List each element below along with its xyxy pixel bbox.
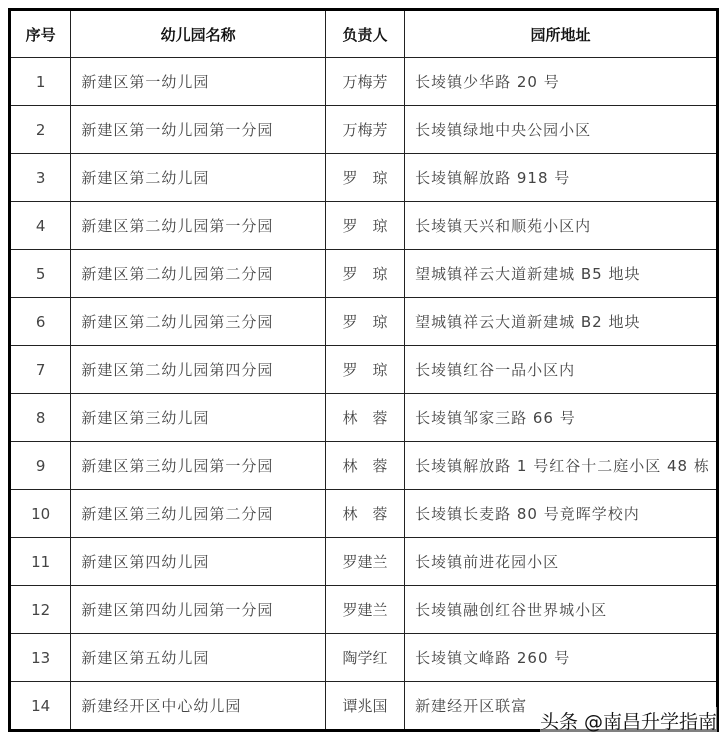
kindergarten-name: 新建区第四幼儿园	[71, 538, 326, 586]
row-number: 12	[10, 586, 71, 634]
person-in-charge: 万梅芳	[325, 106, 404, 154]
person-in-charge: 万梅芳	[325, 58, 404, 106]
table-row	[10, 490, 718, 538]
kindergarten-name: 新建区第三幼儿园	[71, 394, 326, 442]
row-number: 13	[10, 634, 71, 682]
kindergarten-name: 新建区第二幼儿园第二分园	[71, 250, 326, 298]
kindergarten-name: 新建区第三幼儿园第一分园	[71, 442, 326, 490]
table-row	[10, 442, 718, 490]
row-number: 9	[10, 442, 71, 490]
kindergarten-name: 新建区第二幼儿园	[71, 154, 326, 202]
table-row	[10, 586, 718, 634]
table-row	[10, 298, 718, 346]
table-row	[10, 106, 718, 154]
address: 长堎镇少华路 20 号	[405, 58, 718, 106]
person-in-charge: 林 蓉	[325, 394, 404, 442]
person-in-charge: 罗 琼	[325, 154, 404, 202]
kindergarten-name: 新建区第一幼儿园第一分园	[71, 106, 326, 154]
address: 长堎镇文峰路 260 号	[405, 634, 718, 682]
row-number: 6	[10, 298, 71, 346]
address: 长堎镇绿地中央公园小区	[405, 106, 718, 154]
address: 长堎镇天兴和顺苑小区内	[405, 202, 718, 250]
row-number: 10	[10, 490, 71, 538]
row-number: 14	[10, 682, 71, 731]
person-in-charge: 罗 琼	[325, 298, 404, 346]
kindergarten-name: 新建区第一幼儿园	[71, 58, 326, 106]
table-row	[10, 394, 718, 442]
address: 望城镇祥云大道新建城 B5 地块	[405, 250, 718, 298]
kindergarten-name: 新建区第二幼儿园第三分园	[71, 298, 326, 346]
kindergarten-table	[8, 8, 719, 732]
kindergarten-name: 新建区第二幼儿园第一分园	[71, 202, 326, 250]
kindergarten-name: 新建区第二幼儿园第四分园	[71, 346, 326, 394]
row-number: 3	[10, 154, 71, 202]
table-row	[10, 58, 718, 106]
column-header: 负责人	[325, 10, 404, 58]
table-row	[10, 346, 718, 394]
column-header: 园所地址	[405, 10, 718, 58]
person-in-charge: 罗 琼	[325, 346, 404, 394]
address: 望城镇祥云大道新建城 B2 地块	[405, 298, 718, 346]
table-row	[10, 154, 718, 202]
kindergarten-name: 新建区第四幼儿园第一分园	[71, 586, 326, 634]
row-number: 2	[10, 106, 71, 154]
column-header: 幼儿园名称	[71, 10, 326, 58]
address: 长堎镇红谷一品小区内	[405, 346, 718, 394]
row-number: 1	[10, 58, 71, 106]
table-row	[10, 202, 718, 250]
address: 长堎镇解放路 918 号	[405, 154, 718, 202]
kindergarten-name: 新建区第三幼儿园第二分园	[71, 490, 326, 538]
table-row	[10, 538, 718, 586]
address: 长堎镇长麦路 80 号竟晖学校内	[405, 490, 718, 538]
row-number: 8	[10, 394, 71, 442]
person-in-charge: 罗 琼	[325, 202, 404, 250]
row-number: 7	[10, 346, 71, 394]
person-in-charge: 罗建兰	[325, 586, 404, 634]
address: 长堎镇解放路 1 号红谷十二庭小区 48 栋	[405, 442, 718, 490]
row-number: 5	[10, 250, 71, 298]
person-in-charge: 罗建兰	[325, 538, 404, 586]
kindergarten-name: 新建区第五幼儿园	[71, 634, 326, 682]
address: 长堎镇邹家三路 66 号	[405, 394, 718, 442]
person-in-charge: 罗 琼	[325, 250, 404, 298]
column-header: 序号	[10, 10, 71, 58]
row-number: 4	[10, 202, 71, 250]
kindergarten-name: 新建经开区中心幼儿园	[71, 682, 326, 731]
person-in-charge: 林 蓉	[325, 490, 404, 538]
address: 长堎镇前进花园小区	[405, 538, 718, 586]
person-in-charge: 陶学红	[325, 634, 404, 682]
row-number: 11	[10, 538, 71, 586]
person-in-charge: 林 蓉	[325, 442, 404, 490]
table-row	[10, 634, 718, 682]
address: 长堎镇融创红谷世界城小区	[405, 586, 718, 634]
table-row	[10, 250, 718, 298]
address: 新建经开区联富	[405, 682, 718, 731]
person-in-charge: 谭兆国	[325, 682, 404, 731]
watermark: 头条 @南昌升学指南	[540, 707, 717, 734]
